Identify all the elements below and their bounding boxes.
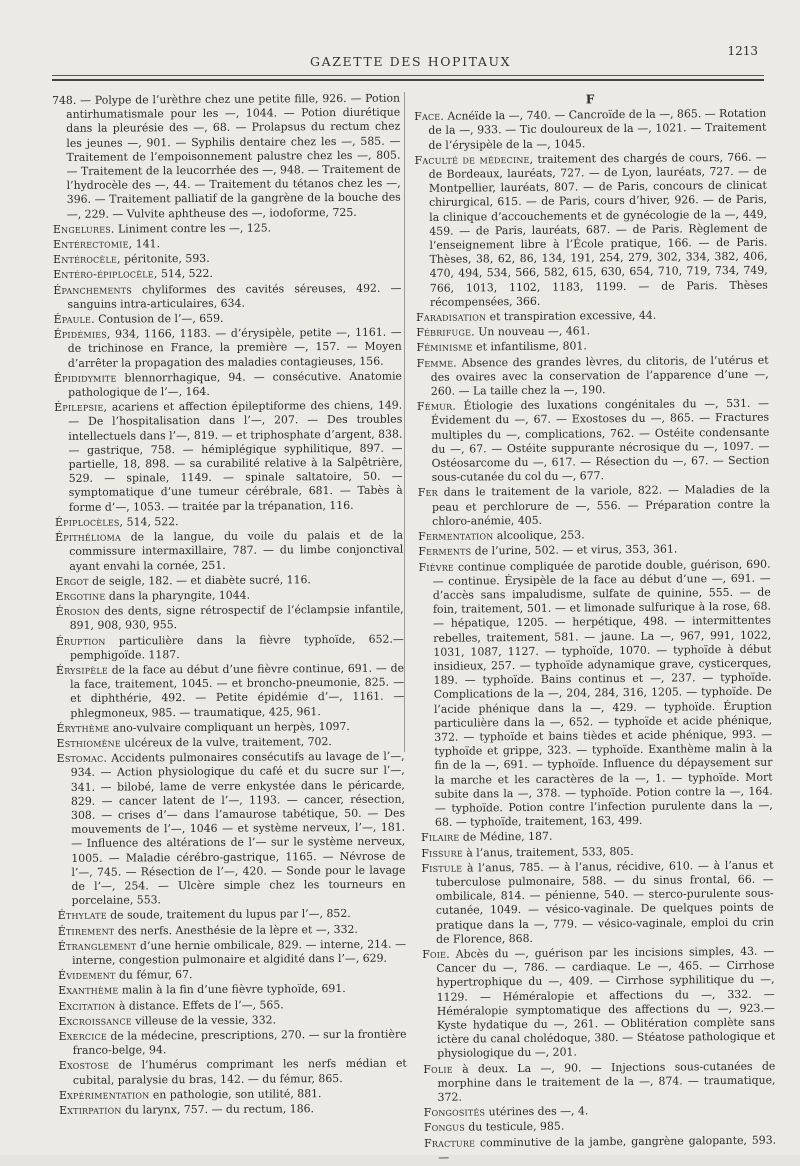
index-term: Érysipèle (55, 663, 108, 677)
index-text: 934, 1166, 1183. — d’érysipèle, petite —, 1161. — de trichinose en France, la première —, 157. — Moyen d’arrêter la propagation des maladies contagieuses, 156. (67, 325, 402, 370)
index-term: Esthiomène (56, 736, 121, 750)
index-term: Éthylate (57, 909, 107, 923)
page-number: 1213 (727, 44, 758, 58)
index-text: particulière dans la fièvre typhoïde, 652.— pemphigoïde. 1187. (69, 632, 404, 662)
index-text: comminutive de la jambe, gangrène galopante, 593. — (438, 1133, 777, 1164)
index-entry (54, 369, 402, 400)
index-term: Évidement (58, 968, 116, 983)
index-entry (418, 557, 773, 830)
index-term: Éruption (55, 634, 106, 648)
index-term: Épidémies, (53, 327, 111, 342)
index-entry (424, 1133, 776, 1165)
index-text: Un nouveau —, 461. (478, 324, 591, 339)
index-entry (54, 311, 402, 328)
index-term: Fémur. (416, 399, 457, 414)
index-entry (415, 150, 768, 310)
index-entry (58, 922, 406, 939)
index-term: Épilepsie, (54, 400, 108, 415)
index-text: Acnéïde la —, 740. — Cancroïde de la —, 865. — Rotation de la —, 933. — Tic douloureux de la —, 1021. — Traitement de l’érysipèle de la —, 1045. (428, 106, 767, 152)
index-entry (55, 529, 403, 574)
index-entry (58, 967, 406, 984)
index-text: du testicule, 985. (468, 1120, 565, 1134)
index-entry (58, 1012, 406, 1029)
index-text: à distance. Effets de l’—, 565. (118, 997, 284, 1013)
index-term: Ergot (55, 574, 89, 588)
index-term: Entérectomie, (53, 237, 133, 252)
index-entry (53, 266, 401, 283)
index-entry (58, 907, 406, 924)
index-term: Foie. (422, 947, 450, 961)
index-entry (59, 1028, 407, 1059)
index-column-left (52, 92, 407, 1120)
index-text: de seigle, 182. — et diabète sucré, 116. (92, 572, 311, 588)
journal-title: GAZETTE DES HOPITAUX (310, 54, 512, 69)
index-term: Entéro-épiplocèle, (53, 267, 158, 282)
index-entry (53, 236, 401, 253)
index-text: des dents, signe rétrospectif de l’éclampsie infantile, 891, 908, 930, 955. (69, 602, 404, 633)
index-entry (56, 661, 404, 720)
index-text: des nerfs. Anesthésie de la lèpre et —, 332. (117, 922, 358, 938)
index-text: utérines des —, 4. (488, 1104, 589, 1119)
index-entry (418, 483, 770, 529)
index-term: Érosion (55, 604, 100, 619)
index-entry (56, 734, 404, 751)
index-text: en pathologie, son utilité, 881. (152, 1086, 322, 1102)
index-entry (53, 220, 401, 237)
index-term: Fongosités (423, 1105, 486, 1120)
index-text: Accidents pulmonaires consécutifs au lavage de l’—, 934. — Action physiologique du café et du sucre sur l’—, 341. — bilobé, lame de verre enkystée dans le péricarde, 829. — cancer latent de l’—, 1193. — cancer, résection, 308. — crises d’— dans l’amaurose tabétique, 50. — Des mouvements de l’—, 1046 — et système nerveux, l’—, 181. — Influence des altérations de l’— sur le système nerveux, 1005. — Maladie cérébro-gastrique, 1165. — Névrose de l’—, 745. — Résection de l’—, 420. — Sonde pour le lavage de l’—, 254. — Ulcère simple chez les tourneurs en porcelaine, 553. (70, 749, 406, 908)
index-term: Épithélioma (55, 530, 121, 545)
index-text: du larynx, 757. — du rectum, 186. (124, 1102, 315, 1117)
index-text: de la langue, du voile du palais et de la commissure intermaxillaire, 787. — du limbe conjonctival ayant envahi la cornée, 251. (69, 528, 404, 573)
index-text: villeuse de la vessie, 332. (135, 1013, 277, 1028)
index-text: continue compliquée de parotide double, guérison, 690. — continue. Érysipèle de la face au début d’une —, 691. — d’accès sans impaludisme, sulfate de quinine, 555. — de foin, traitement, 501. — et limonade sulfurique à la rose, 68. — hépatique, 1205. — herpétique, 498. — intermittentes rebelles, traitement, 581. — jaune. La —, 967, 991, 1022, 1031, 1087, 1127. — typhoïde, 1070. — typhoïde à début insidieux, 257. — typhoïde adynamique grave, cysticerques, 189. — typhoïde. Bains continus et —, 237. — typhoïde. Complications de la —, 204, 284, 316, 1205. — typhoïde. De l’acide phénique dans la —, 429. — typhoïde. Éruption particulière dans la —, 652. — typhoïde et acide phénique, 372. — typhoïde et bains tièdes et acide phénique, 993. — typhoïde et grippe, 323. — typhoïde. Exanthème malin à la fin de la —, 691. — typhoïde. Influence du dépaysement sur la marche et les caractères de la —, 1. — typhoïde. Mort subite dans la —, 378. — typhoïde. Potion contre la —, 164. — typhoïde. Potion contre l’infection purulente dans la —, 68. — typhoïde, traitement, 163, 499. (432, 557, 773, 829)
index-text: alcoolique, 253. (496, 528, 585, 543)
index-text: de soude, traitement du lupus par l’—, 852. (110, 907, 351, 922)
index-text: de la face au début d’une fièvre continue, 691. — de la face, traitement, 1045. — et broncho-pneumonie, 825. — et diphthérie, 492. — Petite épidémie d’—, 1161. — phlegmoneux, 985. — traumatique, 425, 961. (70, 661, 405, 720)
index-term: Fissure (421, 846, 463, 860)
header-rule-thick (52, 79, 764, 81)
index-entry (59, 1086, 407, 1103)
index-term: Épanchements (53, 283, 132, 297)
index-term: Étirement (57, 924, 115, 938)
index-entry (56, 603, 404, 634)
index-term: Exanthème (58, 983, 119, 998)
index-entry (53, 281, 401, 312)
index-text: d’une hernie ombilicale, 829. — interne, 214. — interne, congestion pulmonaire et algidité dans l’—, 629. (72, 937, 406, 967)
index-term: Femme. (416, 356, 457, 370)
index-term: Érythème (56, 721, 110, 735)
index-entry (417, 353, 769, 399)
index-text: 141. (135, 237, 161, 251)
index-text: Liniment contre les —, 125. (117, 221, 272, 236)
index-term: Excroissance (58, 1014, 132, 1028)
index-entry (53, 251, 401, 268)
index-entry (55, 587, 403, 604)
index-term: Face. (414, 109, 445, 124)
index-term: Épididymite (53, 371, 117, 385)
index-text: péritonite, 593. (124, 252, 210, 266)
index-term: Étranglement (57, 939, 137, 953)
index-text: Contusion de l’—, 659. (98, 311, 224, 326)
index-text: chyliformes des cavités séreuses, 492. — sanguins intra-articulaires, 634. (67, 281, 402, 311)
index-column-right (414, 91, 776, 1166)
index-text: à l’anus, 785. — à l’anus, récidive, 610. — à l’anus et tuberculose pulmonaire, 588. — du sinus frontal, 66. — ombilicale, 814. — pénienne, 540. — sterco-purulente sous-cutanée, 1049. — vésico-vaginale. De quelques points de pratique dans la —, 779. — vésico-vaginale, emploi du crin de Florence, 868. (435, 858, 775, 946)
index-term: Exercice (58, 1029, 107, 1043)
index-term: Fébrifuge. (416, 325, 475, 340)
index-term: Épiplocèles, (54, 515, 124, 529)
index-text: de Médine, 187. (462, 830, 553, 844)
index-term: Estomac. (56, 751, 108, 766)
index-term: Fermentation (418, 529, 494, 544)
index-term: Excitation (58, 999, 116, 1013)
index-term: Féminisme (416, 340, 473, 355)
column-divider (404, 92, 405, 752)
index-entry (59, 1057, 407, 1088)
index-text: dans la pharyngite, 1044. (108, 588, 251, 603)
index-text: et transpiration excessive, 44. (489, 308, 657, 324)
index-term: Engelures. (52, 222, 115, 236)
index-term: Fongus (423, 1120, 465, 1135)
index-text: de la médecine, prescriptions, 270. — sur la frontière franco-belge, 94. (72, 1027, 407, 1058)
index-entry (52, 92, 401, 222)
index-text: ano-vulvaire compliquant un herpès, 1097. (112, 719, 350, 735)
index-text: à deux. La —, 90. — Injections sous-cutanées de morphine dans le traitement de la —, 874. — traumatique, 372. (437, 1059, 776, 1104)
index-text: 748. — Polype de l’urèthre chez une petite fille, 926. — Potion antirhumatismale pour les —, 1044. — Potion diurétique dans la pleurésie des —, 68. — Prolapsus du rectum chez les jeunes —, 901. — Syphilis dentaire chez les —, 585. — Traitement de l’empoisonnement palustre chez les —, 805. — Traitement de la leucorrhée des —, 948. — Traitement de l’hydrocèle des —, 44. — Traitement du tétanos chez les —, 396. — Traitement palliatif de la gangrène de la bouche des —, 229. — Vulvite aphtheuse des —, iodoforme, 725. (52, 91, 401, 221)
index-entry (56, 719, 404, 736)
index-entry (55, 513, 403, 530)
index-entry (423, 1059, 775, 1105)
index-text: Absence des grandes lèvres, du clitoris, de l’utérus et des ovaires avec la conservation de l’apparence d’une —, 260. — La taille chez la —, 190. (430, 353, 769, 398)
index-entry (54, 326, 402, 371)
index-entry (414, 107, 766, 153)
header-rule-thin (52, 75, 764, 76)
index-text: Abcès du —, guérison par les incisions simples, 43. — Cancer du —, 786. — cardiaque. Le —, 465. — Cirrhose hypertrophique du —, 409. — Cirrhose syphilitique du —, 1129. — Héméralopie et affections du —, 332. — Héméralopie symptomatique des affections du —, 923.— Kyste hydatique du —, 261. — Oblitération complète sans ictère du canal cholédoque, 380. — Stéatose pathologique et physiologique du —, 201. (436, 944, 776, 1061)
index-text: à l’anus, traitement, 533, 805. (466, 844, 634, 860)
index-text: et infantilisme, 801. (476, 339, 587, 354)
index-entry (54, 399, 403, 515)
section-letter: F (585, 92, 595, 107)
index-text: de l’urine, 502. — et virus, 353, 361. (474, 542, 678, 558)
index-term: Fracture (424, 1136, 476, 1150)
index-entry (59, 1102, 407, 1119)
index-term: Ergotine (55, 589, 106, 603)
index-text: blennorrhagique, 94. — consécutive. Anatomie pathologique de l’—, 164. (68, 369, 403, 399)
index-term: Faculté de médecine, (414, 152, 534, 167)
index-term: Expérimentation (58, 1088, 150, 1102)
index-text: dans le traitement de la variole, 822. — Maladies de la peau et perchlorure de —, 556. — Préparation contre la chloro-anémie, 405. (431, 483, 771, 528)
index-entry (55, 572, 403, 589)
index-term: Fièvre (418, 560, 455, 574)
index-term: Folie (423, 1062, 453, 1076)
index-term: Filaire (421, 830, 460, 845)
index-entry (421, 858, 774, 947)
page-header (60, 44, 760, 72)
index-term: Épaule. (53, 312, 95, 327)
index-term: Fer (417, 486, 438, 500)
index-term: Ferments (418, 544, 472, 559)
index-entry (58, 937, 406, 968)
index-text: traitement des chargés de cours, 766. — de Bordeaux, lauréats, 727. — de Lyon, lauréats, 727. — de Montpellier, lauréats, 807. — de Paris, concours de clinicat chirurgical, 615. — de Paris, cours d’hiver, 926. — de Paris, la clinique d’accouchements et de gynécologie de la —, 449, 459. — de Paris, lauréats, 687. — de Paris. Règlement de l’enseignement libre à l’École pratique, 166. — de Paris. Thèses, 38, 62, 86, 134, 191, 254, 279, 302, 334, 382, 406, 470, 494, 534, 566, 582, 615, 630, 654, 710, 719, 734, 749, 766, 1013, 1102, 1183, 1199. — de Paris. Thèses récompensées, 366. (428, 150, 768, 309)
index-text: de l’humérus comprimant les nerfs médian et cubital, paralysie du bras, 142. — du fémur, 865. (72, 1056, 407, 1087)
index-text: malin à la fin d’une fièvre typhoïde, 691. (121, 982, 346, 997)
index-entry (56, 632, 404, 663)
index-text: 514, 522. (160, 267, 213, 281)
index-term: Extirpation (59, 1103, 122, 1117)
index-term: Entérocèle, (53, 252, 121, 267)
index-text: 514, 522. (126, 515, 179, 529)
index-entry (57, 750, 406, 909)
index-entry (58, 997, 406, 1014)
index-text: du fémur, 67. (118, 968, 193, 982)
index-text: ulcéreux de la vulve, traitement, 702. (124, 734, 332, 750)
index-text: acariens et affection épileptiforme des chiens, 149. — De l’hospitalisation dans l’—, 207. — Des troubles intellectuels dans l’—, 819. — et triphosphate d’argent, 838. — gastrique, 758. — hémiplégique syphilitique, 897. — partielle, 18, 898. — sa curabilité relative à la Salpêtrière, 529. — spinale, 1149. — spinale saltatoire, 50. — symptomatique d’une tumeur cérébrale, 681. — Tabès à forme d’—, 1053. — traitée par la trépanation, 116. (68, 398, 403, 514)
index-entry (58, 982, 406, 999)
index-entry (417, 397, 770, 486)
index-term: Exostose (58, 1059, 110, 1073)
index-entry (422, 945, 775, 1062)
index-text: Étiologie des luxations congénitales du —, 531. — Évidement du —, 67. — Exostoses du —, 865. — Fractures multiples du —, complications, 762. — Ostéite condensante du —, 67. — Ostéite suppurante nécrosique du —, 1097. — Ostéosarcome du —, 617. — Résection du —, 67. — Section sous-cutanée du col du —, 677. (431, 396, 770, 485)
index-term: Fistule (421, 861, 463, 875)
index-term: Faradisation (416, 310, 487, 325)
